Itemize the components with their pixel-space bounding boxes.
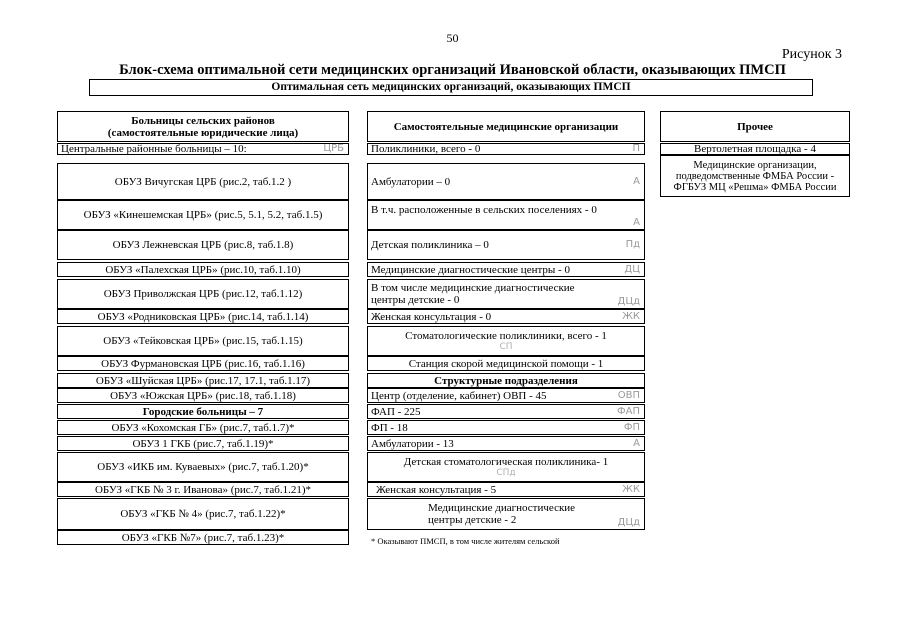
left-row: ОБУЗ «Кинешемская ЦРБ» (рис.5, 5.1, 5.2, таб.1.5): [57, 200, 349, 230]
fp-code: ФП: [623, 421, 640, 433]
left-row-label: Центральные районные больницы – 10:: [61, 143, 247, 155]
middle-row-fap: [367, 404, 645, 419]
dcd-code: ДЦд: [617, 517, 640, 528]
middle-row-fp: [367, 420, 645, 435]
spd-code: СПд: [496, 468, 516, 478]
right-row-helipad: Вертолетная площадка - 4: [660, 143, 850, 155]
middle-row-label: В т.ч. расположенные в сельских поселениях - 0: [371, 204, 597, 216]
ovp-code: ОВП: [617, 389, 640, 401]
left-row: ОБУЗ «Южская ЦРБ» (рис.18, таб.1.18): [57, 388, 349, 403]
middle-row-children-diagnostic-centers: [367, 279, 645, 309]
left-row: ОБУЗ «Палехская ЦРБ» (рис.10, таб.1.10): [57, 262, 349, 277]
zhk-code: ЖК: [622, 483, 640, 495]
left-column-header: Больницы сельских районов (самостоятельные юридические лица): [57, 111, 349, 142]
middle-row-label: Поликлиники, всего - 0: [371, 143, 481, 155]
a-code: А: [633, 175, 640, 187]
left-row: ОБУЗ «Шуйская ЦРБ» (рис.17, 17.1, таб.1.17): [57, 373, 349, 388]
middle-section-structural-units: Структурные подразделения: [367, 373, 645, 388]
left-row: ОБУЗ «Родниковская ЦРБ» (рис.14, таб.1.14): [57, 309, 349, 324]
sp-code: СП: [499, 342, 513, 352]
left-row: ОБУЗ «ГКБ № 4» (рис.7, таб.1.22)*: [57, 498, 349, 530]
middle-row-children-dental-polyclinic: [367, 452, 645, 482]
dcd-code: ДЦд: [617, 296, 640, 307]
middle-row-label: ФАП - 225: [371, 405, 421, 418]
footnote: * Оказывают ПМСП, в том числе жителям сельской: [371, 536, 560, 546]
middle-row-label: Медицинские диагностические центры - 0: [371, 263, 570, 276]
crb-code: ЦРБ: [323, 143, 344, 154]
middle-row-label: В том числе медицинские диагностические центры детские - 0: [371, 282, 575, 306]
middle-row-dental-polyclinics: [367, 326, 645, 356]
dc-code: ДЦ: [624, 263, 640, 275]
middle-row-womens-consultation: [367, 309, 645, 324]
middle-row-label: Детская поликлиника – 0: [371, 239, 489, 251]
middle-row-label: Детская стоматологическая поликлиника- 1: [403, 456, 609, 468]
figure-label: Рисунок 3: [781, 47, 842, 62]
middle-column-header: Самостоятельные медицинские организации: [367, 111, 645, 142]
middle-row-label: ФП - 18: [371, 421, 408, 434]
middle-row-polyclinics: [367, 143, 645, 155]
left-row: ОБУЗ «ГКБ № 3 г. Иванова» (рис.7, таб.1.21)*: [57, 482, 349, 497]
middle-row-children-diagnostic-units: [367, 498, 645, 530]
right-row-fmba: Медицинские организации, подведомственные ФМБА России - ФГБУЗ МЦ «Решма» ФМБА России: [660, 155, 850, 197]
p-code: П: [632, 143, 640, 154]
left-row: ОБУЗ «Кохомская ГБ» (рис.7, таб.1.7)*: [57, 420, 349, 435]
middle-row-label: Женская консультация - 0: [371, 310, 492, 323]
middle-row-label: Центр (отделение, кабинет) ОВП - 45: [371, 389, 547, 402]
left-row: ОБУЗ 1 ГКБ (рис.7, таб.1.19)*: [57, 436, 349, 451]
a-code: А: [633, 437, 640, 449]
middle-row-children-polyclinic: [367, 230, 645, 260]
middle-row-label: Амбулатории - 13: [371, 437, 454, 450]
zhk-code: ЖК: [622, 310, 640, 322]
left-row: ОБУЗ «ГКБ №7» (рис.7, таб.1.23)*: [57, 530, 349, 545]
middle-row-ambulatories-units: [367, 436, 645, 451]
middle-row-diagnostic-centers: [367, 262, 645, 277]
left-row: ОБУЗ «Тейковская ЦРБ» (рис.15, таб.1.15): [57, 326, 349, 356]
page-number: 50: [446, 31, 459, 45]
middle-row-ambulance-station: Станция скорой медицинской помощи - 1: [367, 356, 645, 371]
right-column-header: Прочее: [660, 111, 850, 142]
middle-row-label: Стоматологические поликлиники, всего - 1: [405, 330, 607, 342]
left-row: ОБУЗ «ИКБ им. Куваевых» (рис.7, таб.1.20)*: [57, 452, 349, 482]
pd-code: Пд: [625, 239, 640, 250]
a-code: А: [633, 217, 640, 228]
middle-row-label: Женская консультация - 5: [376, 483, 497, 496]
left-row: ОБУЗ Лежневская ЦРБ (рис.8, таб.1.8): [57, 230, 349, 260]
middle-row-label: Медицинские диагностические центры детские - 2: [428, 502, 576, 526]
middle-row-ambulatories: [367, 163, 645, 200]
fap-code: ФАП: [617, 405, 640, 417]
middle-row-label: Амбулатории – 0: [371, 175, 451, 188]
left-section-city-hospitals: Городские больницы – 7: [57, 404, 349, 419]
middle-row-ovp: [367, 388, 645, 403]
subtitle-box: Оптимальная сеть медицинских организаций, оказывающих ПМСП: [89, 79, 813, 96]
page-title: Блок-схема оптимальной сети медицинских организаций Ивановской области, оказывающих ПМСП: [119, 62, 786, 78]
left-row-crb-total: [57, 143, 349, 155]
middle-row-rural-ambulatories: [367, 200, 645, 230]
middle-row-womens-consultation-units: [367, 482, 645, 497]
left-row: ОБУЗ Фурмановская ЦРБ (рис.16, таб.1.16): [57, 356, 349, 371]
left-row: ОБУЗ Вичугская ЦРБ (рис.2, таб.1.2 ): [57, 163, 349, 200]
left-row: ОБУЗ Приволжская ЦРБ (рис.12, таб.1.12): [57, 279, 349, 309]
